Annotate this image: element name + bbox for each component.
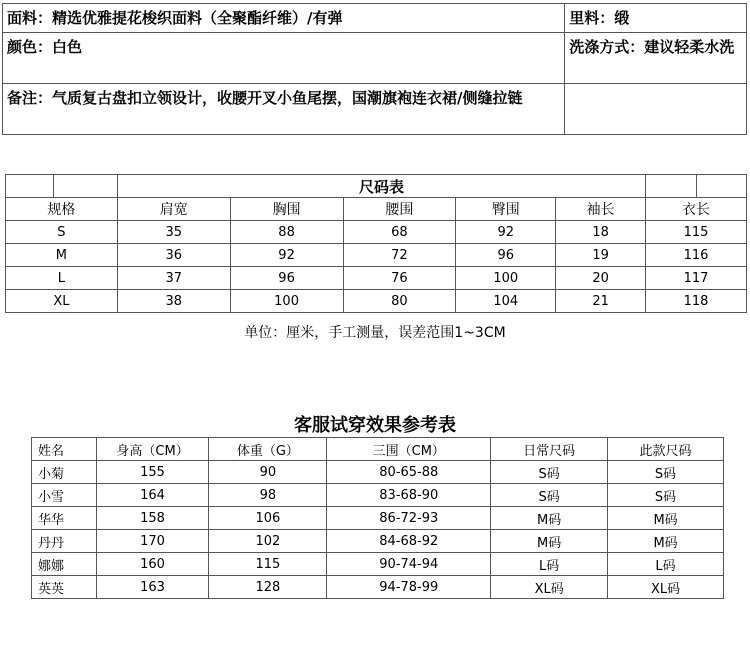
fit-row: [32, 484, 724, 507]
fit-cell: 娜娜: [32, 553, 97, 576]
fit-cell: L码: [608, 553, 724, 576]
size-cell: S: [6, 221, 118, 244]
size-cell: 68: [343, 221, 456, 244]
fabric-cell: 面料：精选优雅提花梭织面料（全聚酯纤维）/有弹: [3, 4, 565, 33]
fit-cell: 华华: [32, 507, 97, 530]
fit-cell: M码: [491, 507, 608, 530]
fit-cell: M码: [608, 507, 724, 530]
size-cell: 116: [646, 244, 747, 267]
fit-cell: 80-65-88: [327, 461, 491, 484]
fit-cell: XL码: [491, 576, 608, 599]
empty-cell: [565, 84, 747, 135]
size-row: [6, 267, 747, 290]
fit-cell: 84-68-92: [327, 530, 491, 553]
size-cell: 36: [117, 244, 230, 267]
fit-row: [32, 530, 724, 553]
size-cell: 92: [456, 221, 556, 244]
size-title-blank-3: [646, 175, 697, 198]
size-row: [6, 290, 747, 313]
fit-table: [31, 437, 724, 599]
size-title-blank-1: [6, 175, 54, 198]
size-header-cell: 臀围: [456, 198, 556, 221]
size-cell: 21: [556, 290, 646, 313]
size-table-title: 尺码表: [117, 175, 645, 198]
size-cell: 104: [456, 290, 556, 313]
fit-cell: S码: [608, 484, 724, 507]
size-header-cell: 衣长: [646, 198, 747, 221]
size-cell: 88: [230, 221, 343, 244]
fit-cell: 158: [96, 507, 209, 530]
fit-cell: 英英: [32, 576, 97, 599]
size-cell: L: [6, 267, 118, 290]
size-cell: M: [6, 244, 118, 267]
size-cell: 20: [556, 267, 646, 290]
fit-cell: 170: [96, 530, 209, 553]
size-title-blank-4: [697, 175, 747, 198]
fit-row: [32, 553, 724, 576]
fit-cell: 丹丹: [32, 530, 97, 553]
fit-row: [32, 576, 724, 599]
fit-cell: 160: [96, 553, 209, 576]
fit-cell: 163: [96, 576, 209, 599]
fit-header-cell: 身高（CM）: [96, 438, 209, 461]
size-cell: 92: [230, 244, 343, 267]
fit-cell: S码: [608, 461, 724, 484]
size-cell: 18: [556, 221, 646, 244]
size-cell: XL: [6, 290, 118, 313]
size-row: [6, 244, 747, 267]
size-header-cell: 胸围: [230, 198, 343, 221]
fit-cell: 90-74-94: [327, 553, 491, 576]
size-header-cell: 腰围: [343, 198, 456, 221]
fit-cell: 90: [209, 461, 327, 484]
size-cell: 38: [117, 290, 230, 313]
size-table: [5, 174, 747, 313]
fit-cell: XL码: [608, 576, 724, 599]
fit-row: [32, 507, 724, 530]
product-info-table: [2, 3, 747, 135]
size-cell: 35: [117, 221, 230, 244]
fit-cell: M码: [608, 530, 724, 553]
size-cell: 117: [646, 267, 747, 290]
fit-cell: 155: [96, 461, 209, 484]
fit-cell: 115: [209, 553, 327, 576]
fit-cell: 86-72-93: [327, 507, 491, 530]
fit-cell: 106: [209, 507, 327, 530]
size-cell: 37: [117, 267, 230, 290]
fit-cell: 102: [209, 530, 327, 553]
size-cell: 96: [456, 244, 556, 267]
fit-header-cell: 姓名: [32, 438, 97, 461]
fit-cell: 小菊: [32, 461, 97, 484]
size-row: [6, 221, 747, 244]
size-cell: 76: [343, 267, 456, 290]
size-note: 单位：厘米，手工测量，误差范围1~3CM: [244, 325, 506, 341]
fit-header-cell: 此款尺码: [608, 438, 724, 461]
size-cell: 80: [343, 290, 456, 313]
fit-cell: 164: [96, 484, 209, 507]
size-cell: 19: [556, 244, 646, 267]
wash-cell: 洗涤方式：建议轻柔水洗: [565, 33, 747, 84]
size-cell: 115: [646, 221, 747, 244]
lining-cell: 里料：缎: [565, 4, 747, 33]
fit-cell: S码: [491, 461, 608, 484]
fit-cell: 128: [209, 576, 327, 599]
fit-cell: S码: [491, 484, 608, 507]
fit-cell: 98: [209, 484, 327, 507]
size-cell: 100: [456, 267, 556, 290]
fit-cell: M码: [491, 530, 608, 553]
note-cell: 备注：气质复古盘扣立领设计，收腰开叉小鱼尾摆，国潮旗袍连衣裙/侧缝拉链: [3, 84, 565, 135]
size-header-cell: 规格: [6, 198, 118, 221]
fit-cell: 小雪: [32, 484, 97, 507]
size-header-cell: 肩宽: [117, 198, 230, 221]
size-cell: 96: [230, 267, 343, 290]
fit-cell: L码: [491, 553, 608, 576]
size-title-blank-2: [53, 175, 117, 198]
size-header-cell: 袖长: [556, 198, 646, 221]
color-cell: 颜色：白色: [3, 33, 565, 84]
fit-cell: 83-68-90: [327, 484, 491, 507]
size-header-row: [6, 198, 747, 221]
size-cell: 118: [646, 290, 747, 313]
fit-row: [32, 461, 724, 484]
fit-cell: 94-78-99: [327, 576, 491, 599]
fit-header-cell: 体重（G）: [209, 438, 327, 461]
fit-header-cell: 日常尺码: [491, 438, 608, 461]
fit-header-cell: 三围（CM）: [327, 438, 491, 461]
size-cell: 100: [230, 290, 343, 313]
fit-header-row: [32, 438, 724, 461]
size-cell: 72: [343, 244, 456, 267]
fit-table-title: 客服试穿效果参考表: [294, 415, 456, 436]
